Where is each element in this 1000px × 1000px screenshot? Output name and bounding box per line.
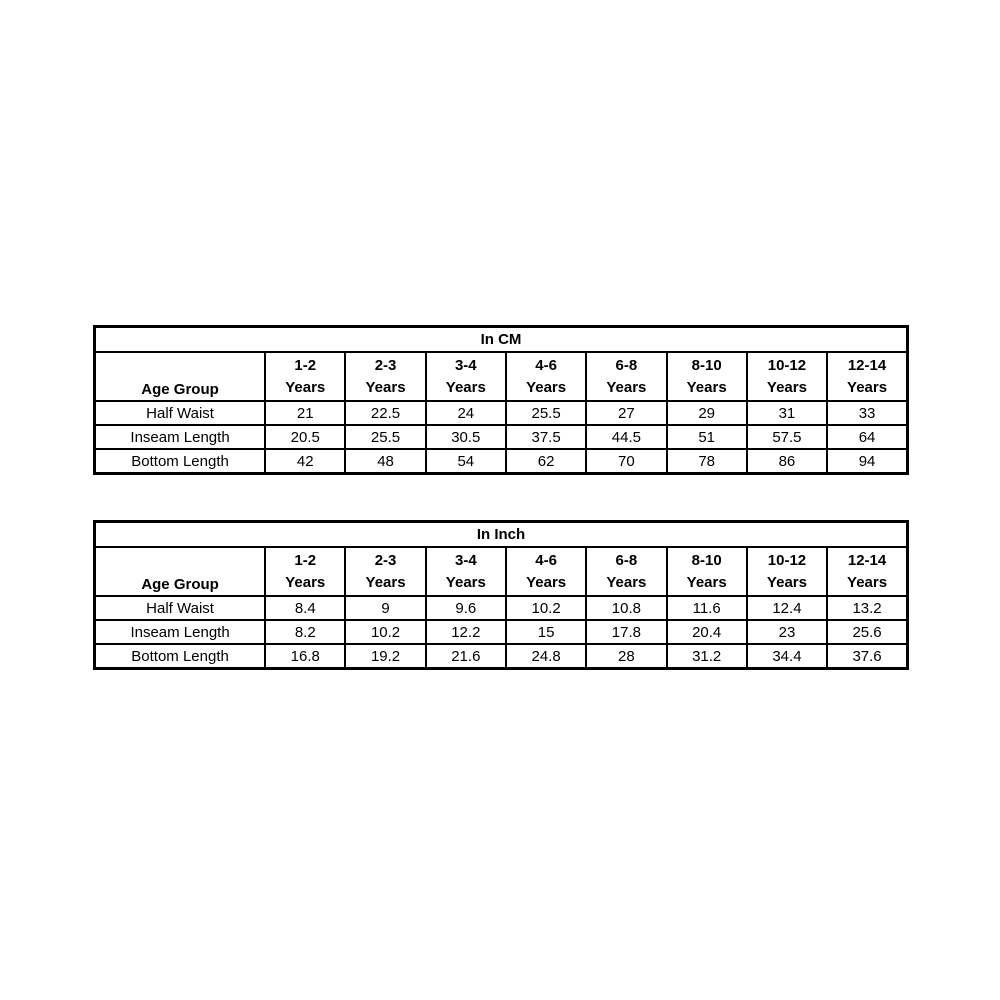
age-unit: Years <box>606 378 647 396</box>
table-cell: 24.8 <box>506 644 586 669</box>
table-cell: 57.5 <box>747 425 827 449</box>
column-header <box>345 547 425 596</box>
age-range: 12-14 <box>847 356 887 374</box>
table-cell: 94 <box>827 449 907 474</box>
table-cell: 8.4 <box>265 596 345 620</box>
age-unit: Years <box>365 378 406 396</box>
size-chart-cm-table <box>93 325 909 475</box>
table-cell: 15 <box>506 620 586 644</box>
age-unit: Years <box>285 378 326 396</box>
age-unit: Years <box>847 573 888 591</box>
table-cell: 9.6 <box>426 596 506 620</box>
age-unit: Years <box>445 573 486 591</box>
row-label: Inseam Length <box>95 425 266 449</box>
table-cell: 28 <box>586 644 666 669</box>
table-cell: 33 <box>827 401 907 425</box>
age-range: 8-10 <box>691 356 722 374</box>
age-unit: Years <box>686 378 727 396</box>
column-header <box>667 352 747 401</box>
table-cell: 86 <box>747 449 827 474</box>
age-range: 1-2 <box>294 356 317 374</box>
table-cell: 8.2 <box>265 620 345 644</box>
age-range: 3-4 <box>454 551 477 569</box>
table-cell: 25.5 <box>345 425 425 449</box>
table-cell: 16.8 <box>265 644 345 669</box>
table-cell: 20.5 <box>265 425 345 449</box>
table-cell: 10.8 <box>586 596 666 620</box>
age-range: 4-6 <box>535 356 557 374</box>
column-header <box>747 352 827 401</box>
column-header <box>426 547 506 596</box>
row-label: Half Waist <box>95 401 266 425</box>
column-header <box>747 547 827 596</box>
age-unit: Years <box>365 573 406 591</box>
table-cell: 54 <box>426 449 506 474</box>
table-cell: 19.2 <box>345 644 425 669</box>
column-header <box>265 547 345 596</box>
table-header-row <box>95 547 908 596</box>
table-cell: 21 <box>265 401 345 425</box>
age-unit: Years <box>847 378 888 396</box>
table-cell: 70 <box>586 449 666 474</box>
table-cell: 44.5 <box>586 425 666 449</box>
table-cell: 24 <box>426 401 506 425</box>
column-header <box>586 547 666 596</box>
table-cell: 37.6 <box>827 644 907 669</box>
row-header-age-group: Age Group <box>95 547 266 596</box>
table-header-row <box>95 352 908 401</box>
age-range: 2-3 <box>374 356 397 374</box>
table-cell: 12.4 <box>747 596 827 620</box>
table-cell: 30.5 <box>426 425 506 449</box>
table-cell: 12.2 <box>426 620 506 644</box>
age-unit: Years <box>766 573 807 591</box>
table-row-half-waist <box>95 596 908 620</box>
table-row-inseam-length <box>95 620 908 644</box>
table-cell: 20.4 <box>667 620 747 644</box>
table-cell: 27 <box>586 401 666 425</box>
table-cell: 25.6 <box>827 620 907 644</box>
table-cell: 31 <box>747 401 827 425</box>
table-cell: 64 <box>827 425 907 449</box>
age-unit: Years <box>686 573 727 591</box>
table-cell: 23 <box>747 620 827 644</box>
age-unit: Years <box>766 378 807 396</box>
table-cell: 51 <box>667 425 747 449</box>
column-header <box>827 352 907 401</box>
table-cell: 13.2 <box>827 596 907 620</box>
table-cell: 34.4 <box>747 644 827 669</box>
row-label: Inseam Length <box>95 620 266 644</box>
age-range: 1-2 <box>294 551 317 569</box>
table-title-row <box>95 327 908 353</box>
age-range: 6-8 <box>615 551 638 569</box>
table-row-inseam-length <box>95 425 908 449</box>
table-cell: 9 <box>345 596 425 620</box>
column-header <box>506 547 586 596</box>
table-cell: 25.5 <box>506 401 586 425</box>
table-title-row <box>95 522 908 548</box>
table-cell: 37.5 <box>506 425 586 449</box>
row-label: Bottom Length <box>95 449 266 474</box>
row-header-age-group: Age Group <box>95 352 266 401</box>
table-cell: 42 <box>265 449 345 474</box>
age-range: 2-3 <box>374 551 397 569</box>
column-header <box>827 547 907 596</box>
column-header <box>667 547 747 596</box>
table-cell: 22.5 <box>345 401 425 425</box>
age-unit: Years <box>285 573 326 591</box>
column-header <box>265 352 345 401</box>
row-label: Bottom Length <box>95 644 266 669</box>
table-cell: 10.2 <box>345 620 425 644</box>
age-range: 4-6 <box>535 551 557 569</box>
column-header <box>506 352 586 401</box>
table-cell: 17.8 <box>586 620 666 644</box>
column-header <box>345 352 425 401</box>
table-title: In CM <box>95 327 908 353</box>
table-row-half-waist <box>95 401 908 425</box>
age-range: 6-8 <box>615 356 638 374</box>
table-cell: 62 <box>506 449 586 474</box>
age-range: 12-14 <box>847 551 887 569</box>
table-title: In Inch <box>95 522 908 548</box>
table-row-bottom-length <box>95 449 908 474</box>
table-cell: 29 <box>667 401 747 425</box>
table-cell: 48 <box>345 449 425 474</box>
age-range: 10-12 <box>767 551 807 569</box>
age-unit: Years <box>445 378 486 396</box>
table-cell: 10.2 <box>506 596 586 620</box>
age-range: 8-10 <box>691 551 722 569</box>
table-cell: 21.6 <box>426 644 506 669</box>
row-label: Half Waist <box>95 596 266 620</box>
size-chart-inch-table <box>93 520 909 670</box>
table-cell: 31.2 <box>667 644 747 669</box>
table-cell: 11.6 <box>667 596 747 620</box>
age-unit: Years <box>526 573 567 591</box>
age-unit: Years <box>606 573 647 591</box>
table-row-bottom-length <box>95 644 908 669</box>
column-header <box>586 352 666 401</box>
age-range: 10-12 <box>767 356 807 374</box>
table-cell: 78 <box>667 449 747 474</box>
age-range: 3-4 <box>454 356 477 374</box>
age-unit: Years <box>526 378 567 396</box>
column-header <box>426 352 506 401</box>
